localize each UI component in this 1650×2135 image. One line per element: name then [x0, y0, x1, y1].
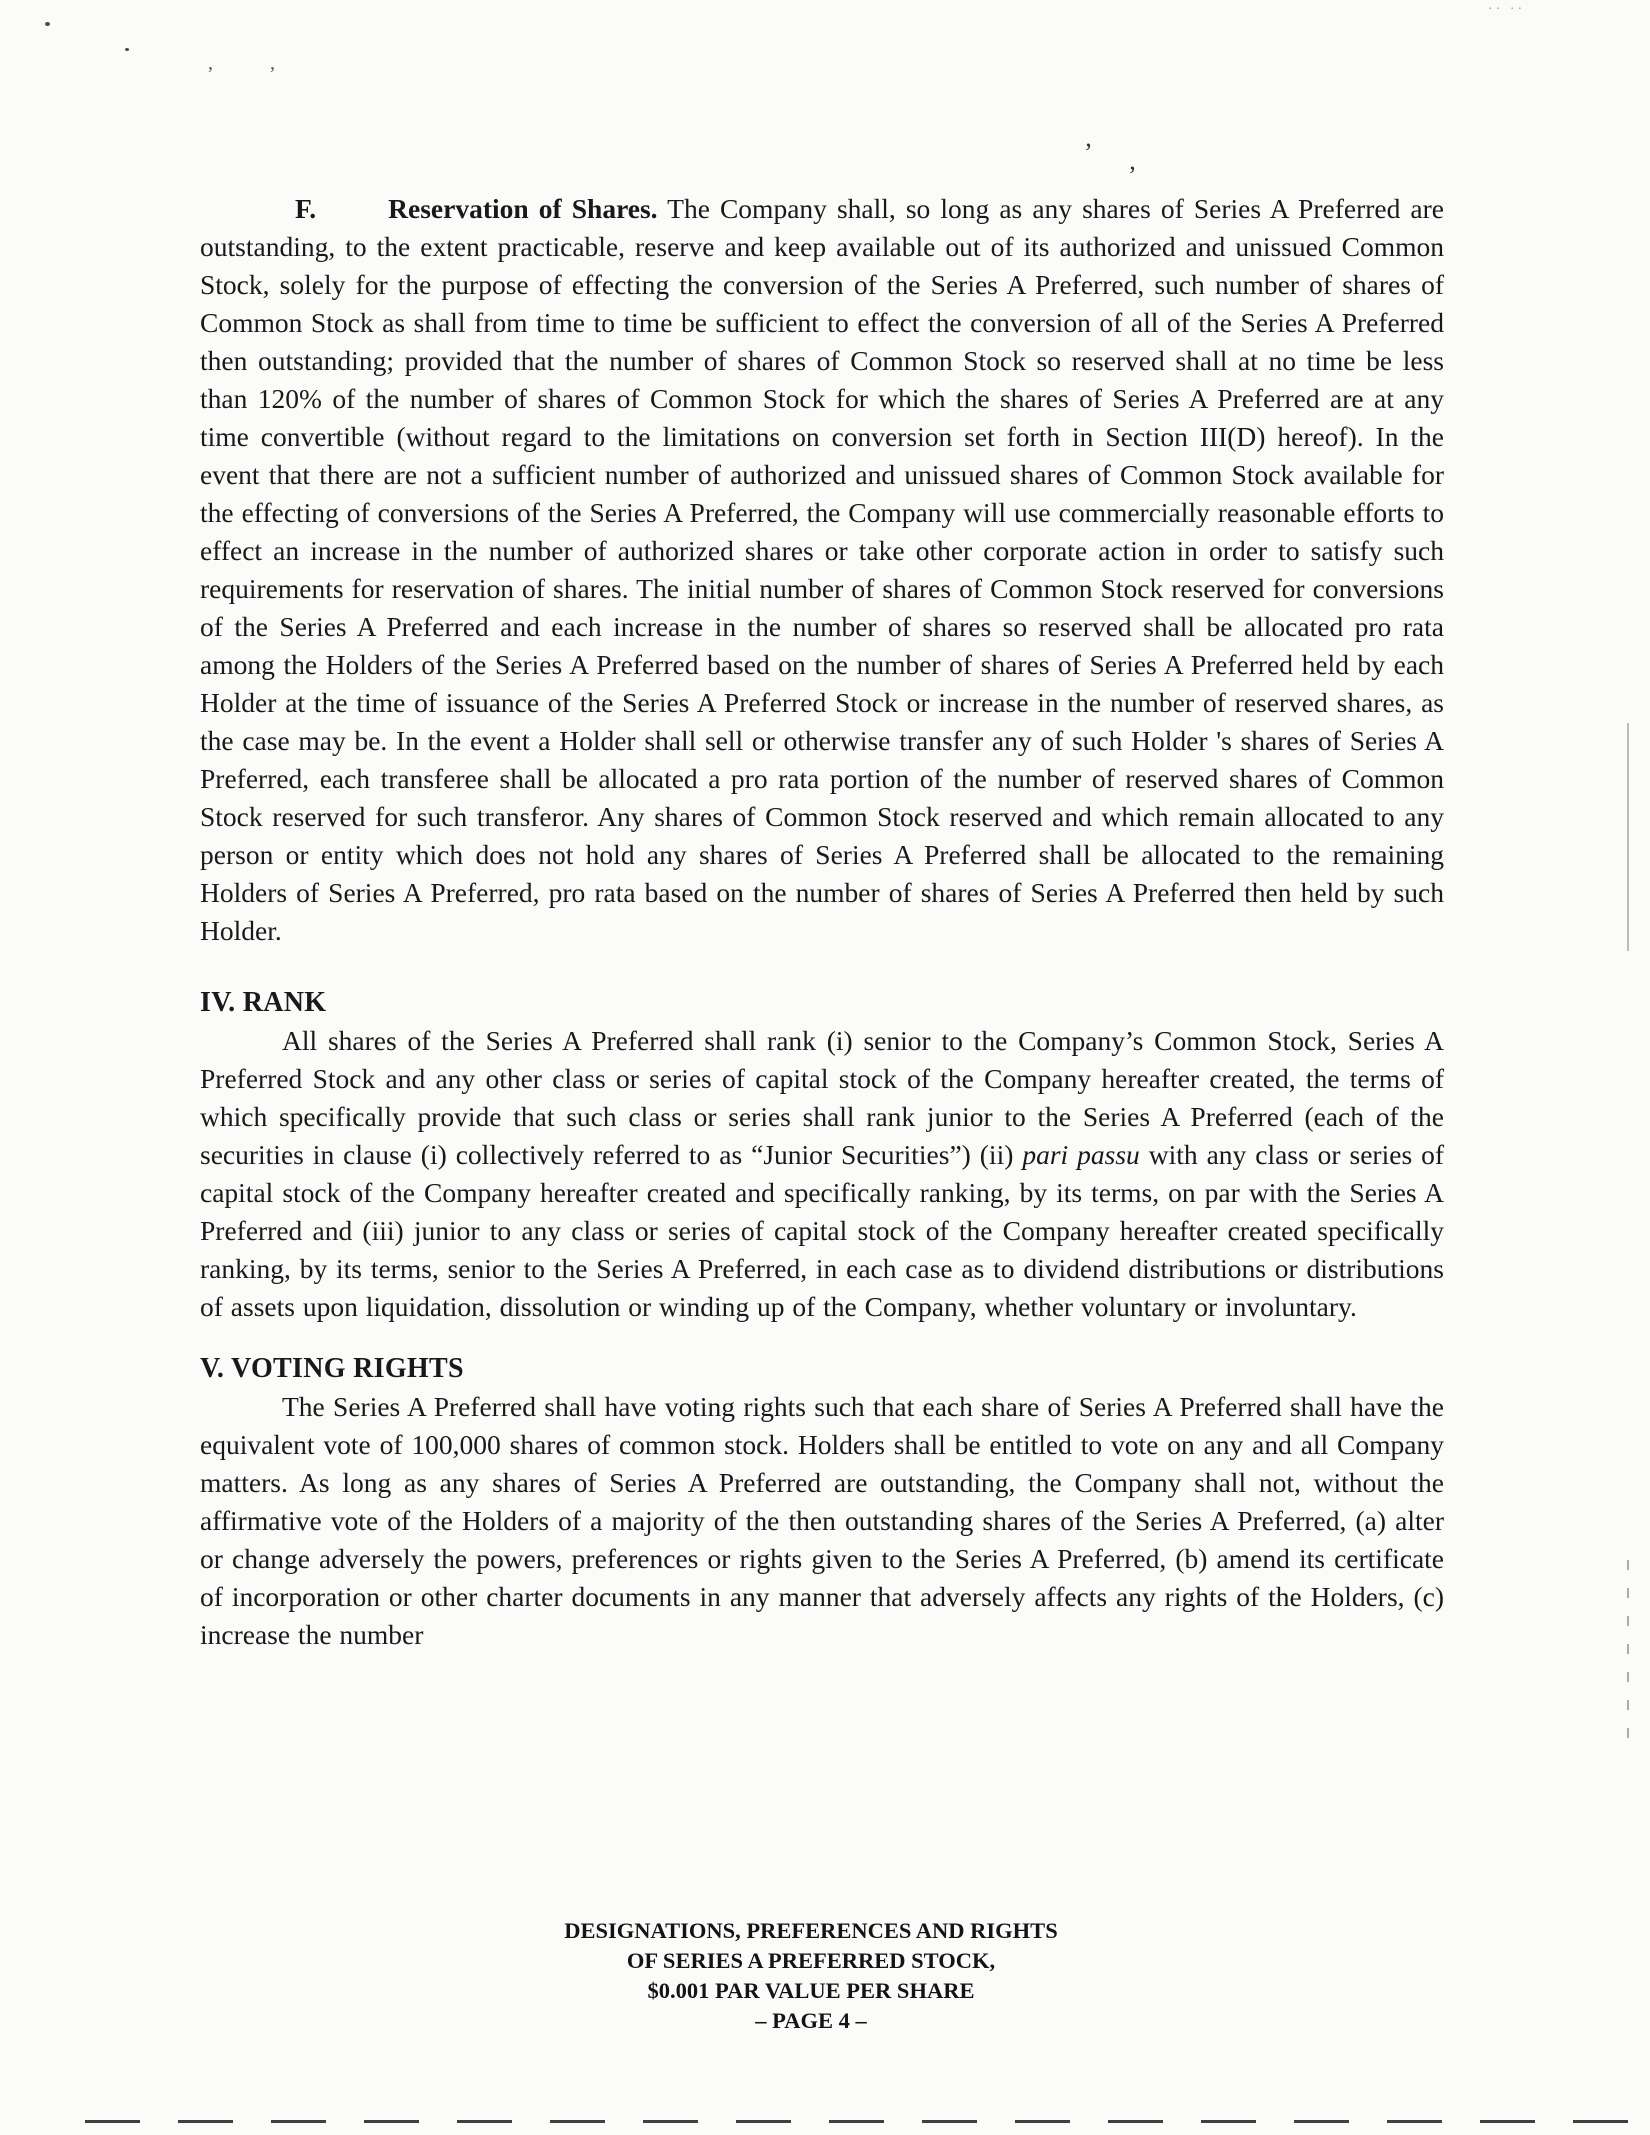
page-footer [0, 1916, 1622, 2036]
section-f-body: The Company shall, so long as any shares of Series A Preferred are outstanding, to the extent practicable, reserve and keep available out of its authorized and unissued Common Stock, solely for the purpose of effecting the conversion of the Series A Preferred, such number of shares of Common Stock as shall from time to time be sufficient to effect the conversion of all of the Series A Preferred then outstanding; provided that the number of shares of Common Stock so reserved shall at no time be less than 120% of the number of shares of Common Stock for which the shares of Series A Preferred are at any time convertible (without regard to the limitations on conversion set forth in Section III(D) hereof). In the event that there are not a sufficient number of authorized and unissued shares of Common Stock available for the effecting of conversions of the Series A Preferred, the Company will use commercially reasonable efforts to effect an increase in the number of authorized shares or take other corporate action in order to satisfy such requirements for reservation of shares. The initial number of shares of Common Stock reserved for conversions of the Series A Preferred and each increase in the number of shares so reserved shall be allocated pro rata among the Holders of the Series A Preferred based on the number of shares of Series A Preferred held by each Holder at the time of issuance of the Series A Preferred Stock or increase in the number of reserved shares, as the case may be. In the event a Holder shall sell or otherwise transfer any of such Holder 's shares of Series A Preferred, each transferee shall be allocated a pro rata portion of the number of reserved shares of Common Stock reserved for such transferor. Any shares of Common Stock reserved and which remain allocated to any person or entity which does not hold any shares of Series A Preferred shall be allocated to the remaining Holders of Series A Preferred, pro rata based on the number of shares of Series A Preferred then held by such Holder. [200, 193, 1444, 946]
section-f-paragraph [200, 190, 1444, 950]
section-v-heading: V. VOTING RIGHTS [200, 1353, 464, 1384]
scan-bottom-edge-artifact [85, 2120, 1645, 2123]
section-f-label: F. [295, 193, 317, 224]
section-iv-body-before-italic: All shares of the Series A Preferred shall rank (i) senior to the Company’s Common Stock, Series A Preferred Stock and any other class or series of capital stock of the Company hereafter created, the terms of which specifically provide that such class or series shall rank junior to the Series A Preferred (each of the securities in clause (i) collectively referred to as “Junior Securities”) (ii) [200, 1025, 1444, 1170]
footer-line-1: DESIGNATIONS, PREFERENCES AND RIGHTS [564, 1918, 1058, 1943]
section-iv-heading: IV. RANK [200, 987, 327, 1018]
scan-vertical-line-artifact [1627, 723, 1629, 951]
stray-comma-artifact: ‚ [1128, 146, 1137, 175]
footer-line-2: OF SERIES A PREFERRED STOCK, [626, 1948, 996, 1973]
pari-passu-italic-phrase: pari passu [1022, 1139, 1140, 1170]
scan-mark-artifact: , , [208, 52, 301, 74]
scan-vertical-line-artifact [1627, 1560, 1629, 1750]
footer-page-number: – PAGE 4 – [755, 2008, 867, 2033]
stray-quote-artifact: ’ [1084, 138, 1093, 167]
scan-dot-artifact [45, 22, 50, 26]
section-iv-body-after-italic: with any class or series of capital stock of the Company hereafter created and specifically ranking, by its terms, on par with the Series A Preferred and (iii) junior to any class or series of capital stock of the Company hereafter created specifically ranking, by its terms, senior to the Series A Preferred, in each case as to dividend distributions or distributions of assets upon liquidation, dissolution or winding up of the Company, whether voluntary or involuntary. [200, 1139, 1445, 1322]
section-v-paragraph: The Series A Preferred shall have voting rights such that each share of Series A Preferred shall have the equivalent vote of 100,000 shares of common stock. Holders shall be entitled to vote on any and all Company matters. As long as any shares of Series A Preferred are outstanding, the Company shall not, without the affirmative vote of the Holders of a majority of the then outstanding shares of the Series A Preferred, (a) alter or change adversely the powers, preferences or rights given to the Series A Preferred, (b) amend its certificate of incorporation or other charter documents in any manner that adversely affects any rights of the Holders, (c) increase the number [200, 1391, 1444, 1650]
section-iv-paragraph [200, 1022, 1444, 1326]
document-content [200, 190, 1444, 1654]
section-f-title: Reservation of Shares. [388, 193, 658, 224]
footer-line-3: $0.001 PAR VALUE PER SHARE [647, 1978, 975, 2003]
scan-mark-artifact: ·· ·· [1488, 2, 1526, 17]
scan-dot-artifact [125, 48, 129, 51]
